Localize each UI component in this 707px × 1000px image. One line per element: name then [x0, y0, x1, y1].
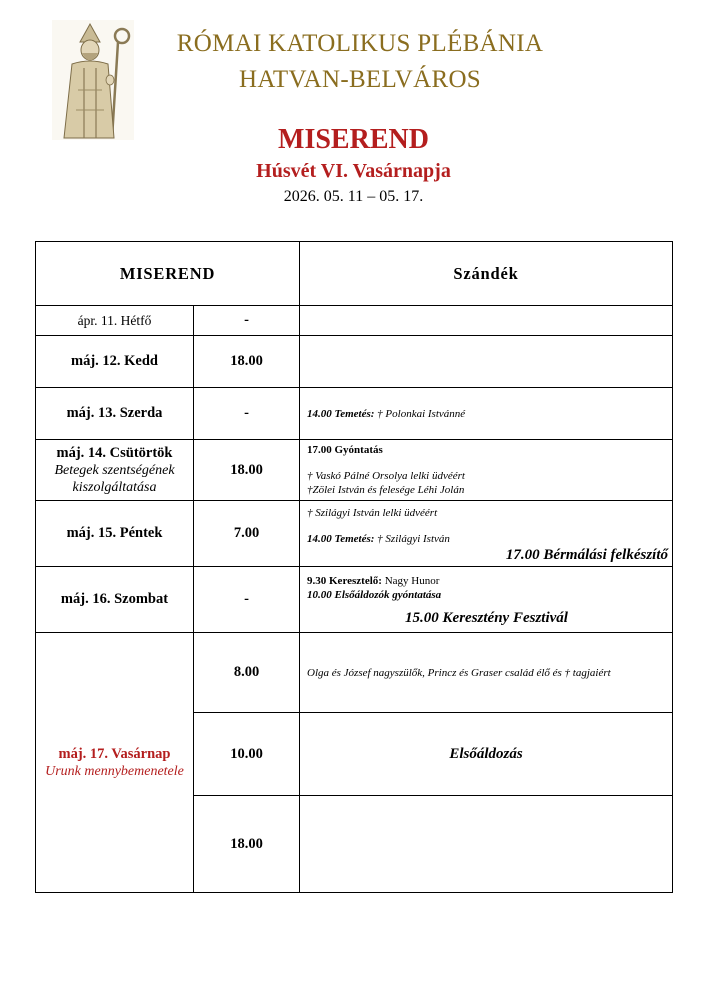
- time-cell: -: [194, 567, 300, 633]
- day-cell: máj. 16. Szombat: [36, 567, 194, 633]
- event-highlight: 17.00 Bérmálási felkészítő: [505, 546, 668, 563]
- intention-cell: [300, 796, 673, 893]
- day-label: máj. 17. Vasárnap: [58, 745, 171, 762]
- mass-schedule-table: [35, 241, 673, 893]
- intention-line: 10.00 Elsőáldozók gyóntatása: [307, 589, 442, 601]
- intention-cell: [300, 306, 673, 336]
- intention-line: 17.00 Gyóntatás: [307, 444, 383, 456]
- intention-line: †Zölei István és felesége Léhi Jolán: [307, 484, 465, 496]
- intention-line: 14.00 Temetés: † Polonkai Istvánné: [307, 407, 466, 420]
- day-cell: [36, 440, 194, 501]
- day-cell: máj. 13. Szerda: [36, 388, 194, 440]
- intention-line: 9.30 Keresztelő: Nagy Hunor: [307, 575, 440, 587]
- parish-location: HATVAN-BELVÁROS: [238, 66, 482, 93]
- table-row: [36, 388, 673, 440]
- intention-cell: Elsőáldozás: [300, 713, 673, 796]
- intention-cell: [300, 633, 673, 713]
- liturgical-day: Húsvét VI. Vasárnapja: [256, 160, 451, 182]
- intention-line: 14.00 Temetés: † Szilágyi István: [307, 532, 450, 545]
- time-cell: -: [194, 306, 300, 336]
- table-row: [36, 567, 673, 633]
- intention-line: † Vaskó Pálné Orsolya lelki üdvéért: [307, 470, 465, 482]
- day-note: Urunk mennybemenetele: [45, 763, 184, 779]
- intention-line: † Szilágyi István lelki üdvéért: [307, 506, 438, 519]
- day-note: Betegek szentségének kiszolgáltatása: [54, 462, 175, 495]
- time-cell: 18.00: [194, 336, 300, 388]
- day-cell: máj. 12. Kedd: [36, 336, 194, 388]
- intention-line: Olga és József nagyszülők, Princz és Graser család élő és † tagjaiért: [307, 666, 611, 679]
- table-row: [36, 501, 673, 567]
- table-row: [36, 306, 673, 336]
- schedule-column-header: MISEREND: [36, 242, 300, 306]
- intention-cell: [300, 388, 673, 440]
- day-cell: [36, 633, 194, 893]
- page-title: MISEREND: [278, 124, 429, 155]
- table-row: [36, 633, 673, 713]
- day-cell: ápr. 11. Hétfő: [36, 306, 194, 336]
- time-cell: 18.00: [194, 440, 300, 501]
- time-cell: 18.00: [194, 796, 300, 893]
- intention-cell: [300, 440, 673, 501]
- time-cell: 10.00: [194, 713, 300, 796]
- time-cell: -: [194, 388, 300, 440]
- intention-cell: [300, 501, 673, 567]
- day-label: máj. 14. Csütörtök: [56, 444, 173, 461]
- event-highlight: 15.00 Keresztény Fesztivál: [405, 610, 568, 626]
- table-row: [36, 336, 673, 388]
- intention-cell: [300, 336, 673, 388]
- table-header-row: [36, 242, 673, 306]
- time-cell: 7.00: [194, 501, 300, 567]
- intention-column-header: Szándék: [300, 242, 673, 306]
- time-cell: 8.00: [194, 633, 300, 713]
- date-range: 2026. 05. 11 – 05. 17.: [283, 188, 424, 205]
- day-cell: máj. 15. Péntek: [36, 501, 194, 567]
- intention-cell: [300, 567, 673, 633]
- table-row: [36, 440, 673, 501]
- parish-name: RÓMAI KATOLIKUS PLÉBÁNIA: [176, 30, 544, 57]
